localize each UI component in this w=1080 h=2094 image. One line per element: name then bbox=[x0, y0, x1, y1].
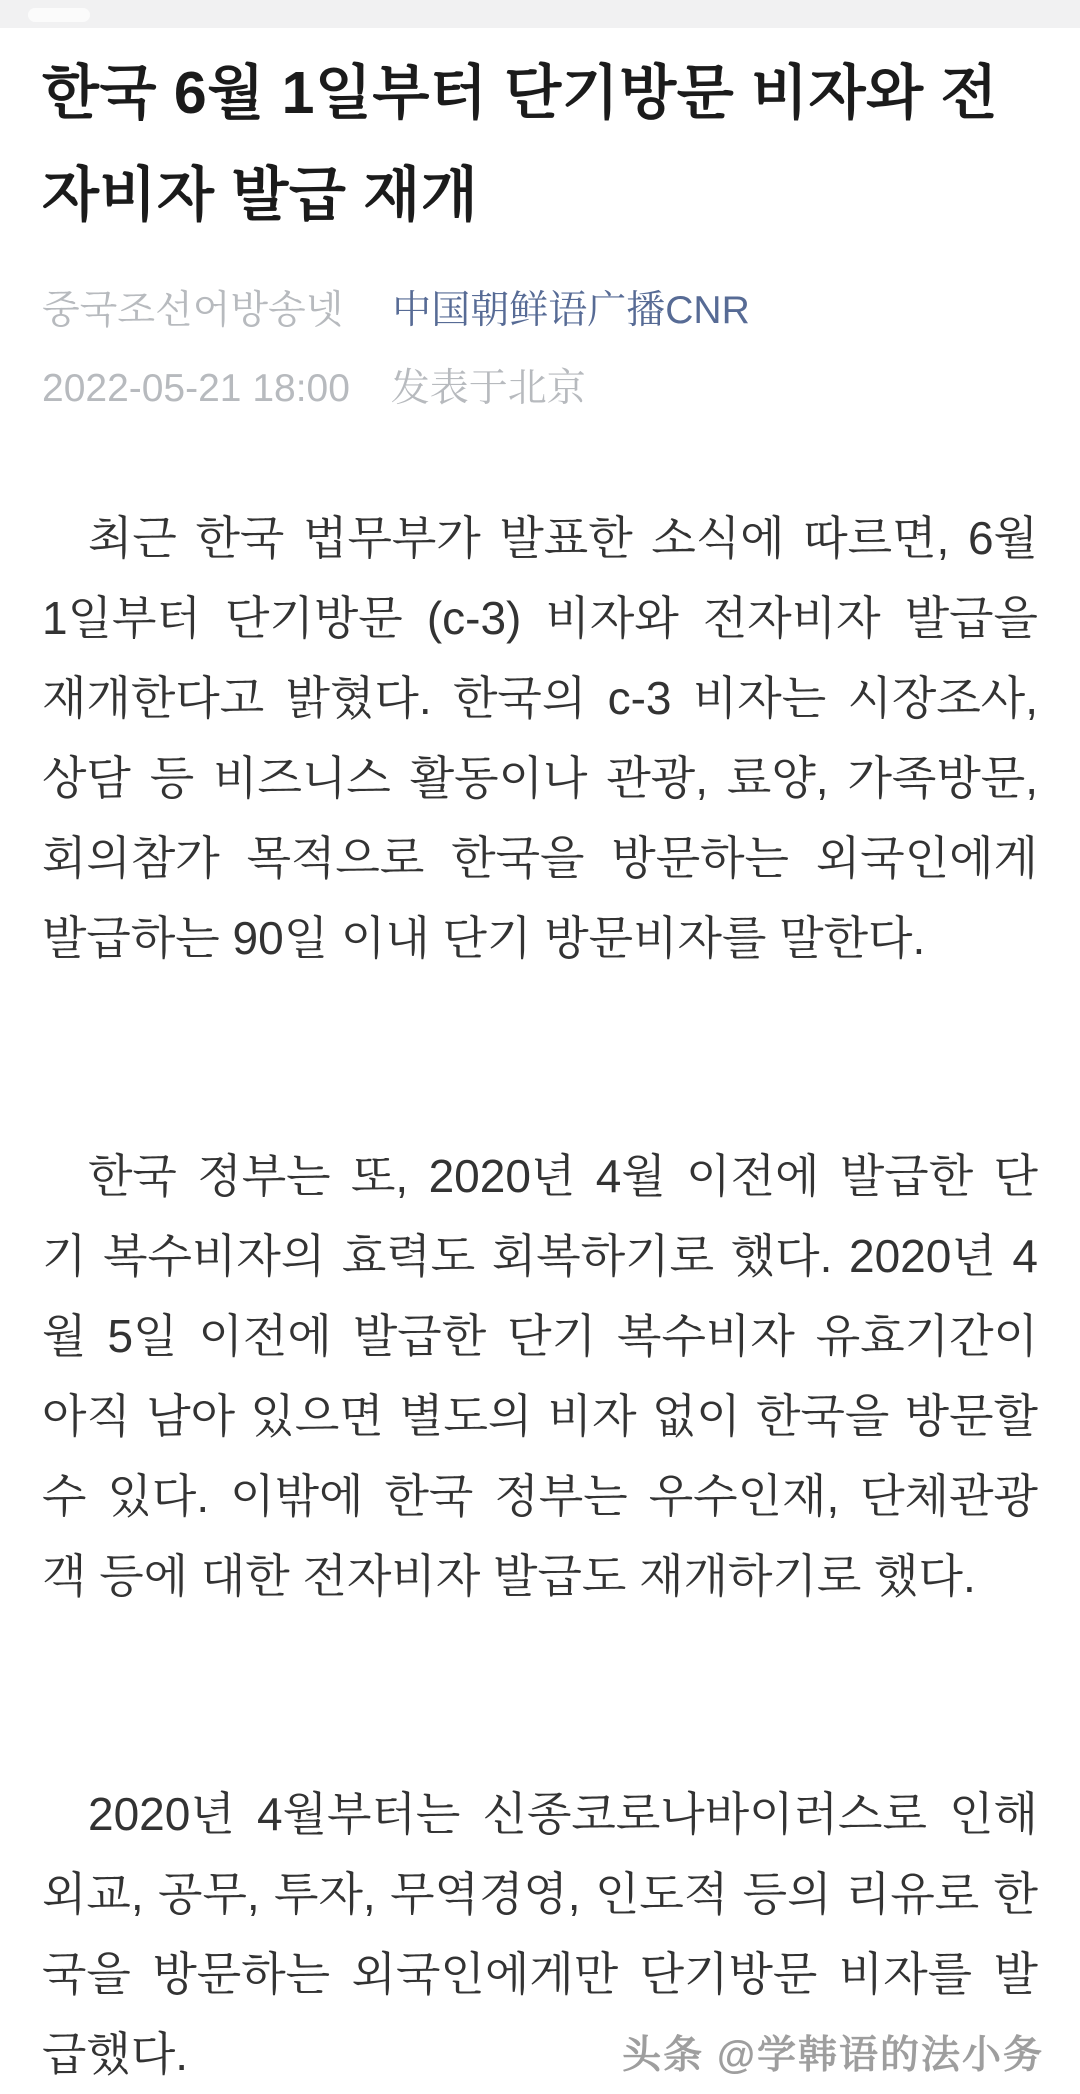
body-line: 수 있다. 이밖에 한국 정부는 우수인재, 단체관광 bbox=[42, 1469, 1038, 1522]
source-row bbox=[42, 286, 1038, 336]
publish-meta-row bbox=[42, 364, 1038, 414]
article-title-line-1: 한국 6월 1일부터 단기방문 비자와 전 bbox=[42, 60, 999, 126]
body-line: 재개한다고 밝혔다. 한국의 c-3 비자는 시장조사, bbox=[42, 671, 1038, 724]
body-line: 한국 정부는 또, 2020년 4월 이전에 발급한 단 bbox=[88, 1149, 1038, 1202]
publish-datetime: 2022-05-21 18:00 bbox=[42, 366, 350, 410]
body-line: 발급하는 90일 이내 단기 방문비자를 말한다. bbox=[42, 911, 926, 964]
article-page bbox=[0, 42, 1080, 2094]
article-body bbox=[42, 498, 1038, 2094]
status-band bbox=[0, 0, 1080, 28]
article-title-line-2: 자비자 발급 재개 bbox=[42, 162, 479, 228]
body-line: 급했다. bbox=[42, 2027, 189, 2080]
publish-location: 发表于北京 bbox=[390, 366, 586, 410]
body-line: 2020년 4월부터는 신종코로나바이러스로 인해 bbox=[88, 1787, 1038, 1840]
paragraph-2 bbox=[42, 1136, 1038, 1616]
body-line: 외교, 공무, 투자, 무역경영, 인도적 등의 리유로 한 bbox=[42, 1867, 1038, 1920]
body-line: 회의참가 목적으로 한국을 방문하는 외국인에게 bbox=[42, 831, 1038, 884]
body-line: 최근 한국 법무부가 발표한 소식에 따르면, 6월 bbox=[88, 511, 1038, 564]
body-line: 상담 등 비즈니스 활동이나 관광, 료양, 가족방문, bbox=[42, 751, 1038, 804]
body-line: 아직 남아 있으면 별도의 비자 없이 한국을 방문할 bbox=[42, 1389, 1038, 1442]
body-line: 객 등에 대한 전자비자 발급도 재개하기로 했다. bbox=[42, 1549, 976, 1602]
status-band-notch bbox=[28, 8, 90, 22]
article-title bbox=[42, 42, 1038, 246]
body-line: 기 복수비자의 효력도 회복하기로 했다. 2020년 4 bbox=[42, 1229, 1038, 1282]
toutiao-watermark: 头条 @学韩语的法小务 bbox=[622, 2033, 1044, 2077]
source-korean-name: 중국조선어방송넷 bbox=[42, 288, 344, 332]
body-line: 국을 방문하는 외국인에게만 단기방문 비자를 발 bbox=[42, 1947, 1038, 2000]
paragraph-1 bbox=[42, 498, 1038, 978]
body-line: 월 5일 이전에 발급한 단기 복수비자 유효기간이 bbox=[42, 1309, 1038, 1362]
source-account-link[interactable]: 中国朝鲜语广播CNR bbox=[392, 288, 750, 332]
body-line: 1일부터 단기방문 (c-3) 비자와 전자비자 발급을 bbox=[42, 591, 1038, 644]
